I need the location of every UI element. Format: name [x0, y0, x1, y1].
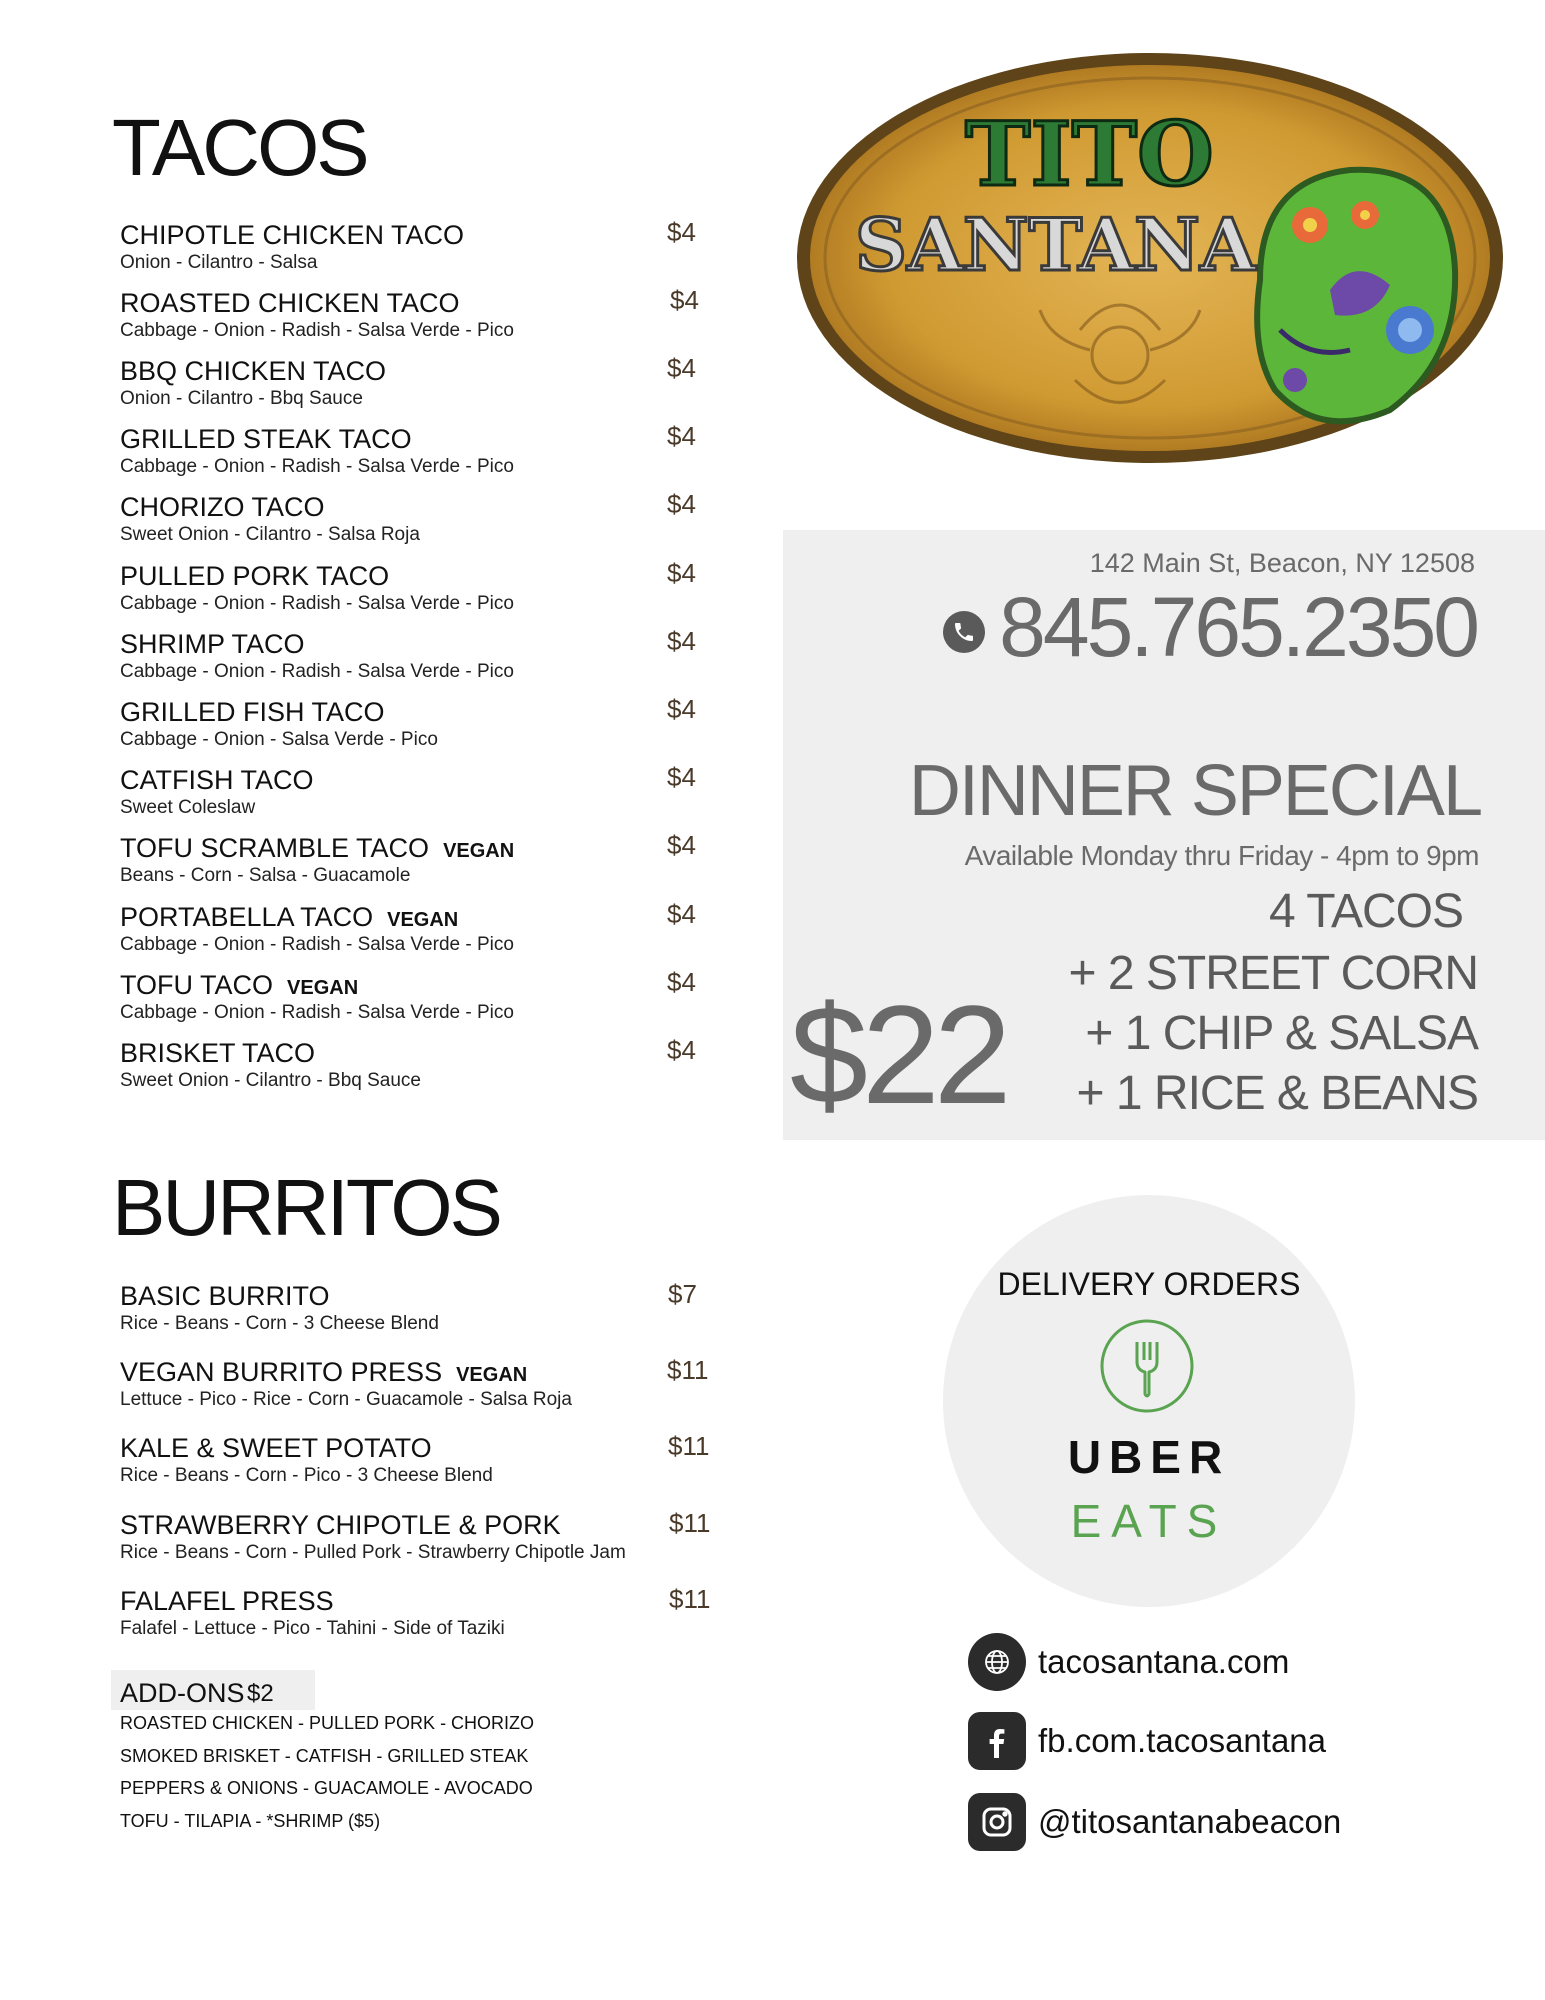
- website-text: tacosantana.com: [1038, 1643, 1290, 1680]
- vegan-badge: VEGAN: [287, 977, 359, 999]
- menu-item-description: Falafel - Lettuce - Pico - Tahini - Side of Taziki: [120, 1618, 505, 1639]
- menu-item: [120, 563, 700, 613]
- menu-item-name: [120, 767, 700, 794]
- menu-item-price: $4: [667, 899, 696, 929]
- menu-item-price: $4: [667, 626, 696, 656]
- fork-icon: [1099, 1318, 1195, 1414]
- dinner-special-availability: Available Monday thru Friday - 4pm to 9pm: [964, 840, 1479, 871]
- menu-item-name-text: GRILLED STEAK TACO: [120, 424, 412, 454]
- menu-item-price: $4: [670, 285, 699, 315]
- menu-item-price: $4: [667, 762, 696, 792]
- menu-item-name-text: VEGAN BURRITO PRESS: [120, 1357, 443, 1387]
- menu-item-price: $4: [667, 489, 696, 519]
- menu-item: [120, 767, 700, 817]
- menu-item-name: [120, 1040, 700, 1067]
- phone-icon: [943, 611, 985, 653]
- menu-item: [120, 835, 700, 885]
- menu-item-name-text: PULLED PORK TACO: [120, 561, 390, 591]
- menu-item-name: [120, 290, 700, 317]
- menu-item: [120, 1359, 700, 1409]
- burritos-heading: BURRITOS: [112, 1163, 500, 1252]
- menu-item-name: [120, 1435, 700, 1462]
- special-line: + 1 CHIP & SALSA: [1085, 1007, 1478, 1060]
- menu-item-name-text: GRILLED FISH TACO: [120, 697, 385, 727]
- menu-item-description: Cabbage - Onion - Salsa Verde - Pico: [120, 729, 438, 750]
- menu-item-price: $4: [667, 421, 696, 451]
- menu-item-name: [120, 972, 700, 999]
- logo-line1: TITO: [965, 102, 1214, 206]
- menu-item-name-text: FALAFEL PRESS: [120, 1586, 334, 1616]
- menu-item-name: [120, 1512, 700, 1539]
- menu-item: [120, 222, 700, 272]
- menu-item: [120, 358, 700, 408]
- menu-item-price: $7: [668, 1279, 697, 1309]
- facebook-text: fb.com.tacosantana: [1038, 1722, 1327, 1759]
- menu-item-description: Rice - Beans - Corn - Pico - 3 Cheese Blend: [120, 1465, 493, 1486]
- special-line: + 1 RICE & BEANS: [1076, 1067, 1478, 1120]
- instagram-icon: [968, 1793, 1026, 1851]
- menu-item: [120, 494, 700, 544]
- addons-line: SMOKED BRISKET - CATFISH - GRILLED STEAK: [120, 1746, 529, 1766]
- menu-item-price: $4: [667, 217, 696, 247]
- menu-item-name-text: STRAWBERRY CHIPOTLE & PORK: [120, 1510, 561, 1540]
- menu-item-price: $4: [667, 967, 696, 997]
- menu-item-name-text: PORTABELLA TACO: [120, 902, 374, 932]
- menu-item-price: $11: [669, 1508, 711, 1538]
- logo-line2: SANTANA: [855, 202, 1256, 287]
- menu-item-name-text: BBQ CHICKEN TACO: [120, 356, 387, 386]
- addons-line: ROASTED CHICKEN - PULLED PORK - CHORIZO: [120, 1713, 535, 1733]
- menu-item-name-text: CHIPOTLE CHICKEN TACO: [120, 220, 465, 250]
- menu-item: [120, 699, 700, 749]
- menu-item-name: [120, 699, 700, 726]
- uber-eats-brand-line2[interactable]: EATS: [1070, 1495, 1228, 1547]
- tacos-heading: TACOS: [112, 103, 367, 192]
- dinner-special-title: DINNER SPECIAL: [908, 751, 1481, 831]
- menu-item-description: Lettuce - Pico - Rice - Corn - Guacamole - Salsa Roja: [120, 1389, 572, 1410]
- menu-item: [120, 290, 700, 340]
- menu-item-price: $11: [667, 1355, 709, 1385]
- menu-item: [120, 426, 700, 476]
- addons-label: ADD-ONS: [120, 1678, 245, 1708]
- menu-item-price: $11: [669, 1584, 711, 1614]
- menu-item-name: [120, 904, 700, 931]
- special-line: 4 TACOS: [1269, 885, 1463, 938]
- menu-item: [120, 1279, 700, 1334]
- menu-item-description: Rice - Beans - Corn - 3 Cheese Blend: [120, 1313, 439, 1334]
- instagram-link[interactable]: [968, 1793, 1341, 1851]
- menu-item: [120, 1435, 700, 1485]
- menu-item-description: Cabbage - Onion - Radish - Salsa Verde - Pico: [120, 1002, 514, 1023]
- menu-item: [120, 1588, 700, 1638]
- menu-item-price: $4: [667, 558, 696, 588]
- address: 142 Main St, Beacon, NY 12508: [1089, 548, 1475, 578]
- menu-item-description: Cabbage - Onion - Radish - Salsa Verde - Pico: [120, 934, 514, 955]
- menu-item-description: Sweet Coleslaw: [120, 797, 256, 818]
- menu-item-name: [120, 358, 700, 385]
- menu-item-price: $4: [667, 353, 696, 383]
- facebook-icon: [968, 1712, 1026, 1770]
- dinner-special-price: $22: [790, 976, 1006, 1133]
- addons-label-box: [111, 1670, 315, 1710]
- menu-item-name: [120, 835, 700, 862]
- menu-item-description: Sweet Onion - Cilantro - Bbq Sauce: [120, 1070, 421, 1091]
- menu-item-price: $4: [667, 1035, 696, 1065]
- menu-item: [120, 1512, 700, 1562]
- menu-item-name: [120, 631, 700, 658]
- menu-item-name-text: TOFU TACO: [120, 970, 274, 1000]
- vegan-badge: VEGAN: [443, 840, 515, 862]
- menu-item-description: Cabbage - Onion - Radish - Salsa Verde - Pico: [120, 593, 514, 614]
- menu-item-name: [120, 494, 700, 521]
- menu-item-name: [120, 426, 700, 453]
- delivery-heading: DELIVERY ORDERS: [997, 1266, 1301, 1302]
- menu-item-description: Cabbage - Onion - Radish - Salsa Verde - Pico: [120, 661, 514, 682]
- menu-item-name: [120, 1359, 700, 1386]
- phone-number[interactable]: 845.765.2350: [999, 580, 1477, 674]
- menu-item-price: $4: [667, 694, 696, 724]
- menu-item-name: [120, 1279, 700, 1311]
- menu-item-name-text: KALE & SWEET POTATO: [120, 1433, 432, 1463]
- vegan-badge: VEGAN: [456, 1364, 528, 1386]
- menu-item: [120, 1040, 700, 1090]
- menu-item-name-text: BRISKET TACO: [120, 1038, 316, 1068]
- menu-item-description: Beans - Corn - Salsa - Guacamole: [120, 865, 411, 886]
- menu-item-description: Onion - Cilantro - Salsa: [120, 252, 318, 273]
- website-link[interactable]: [968, 1633, 1289, 1691]
- menu-item: [120, 904, 700, 954]
- uber-eats-brand-line1[interactable]: UBER: [1067, 1431, 1231, 1483]
- menu-item-price: $4: [667, 830, 696, 860]
- menu-item: [120, 631, 700, 681]
- menu-item-name: [120, 222, 700, 249]
- menu-item-description: Cabbage - Onion - Radish - Salsa Verde - Pico: [120, 320, 514, 341]
- menu-item-name-text: TOFU SCRAMBLE TACO: [120, 833, 430, 863]
- menu-item-price: $11: [668, 1431, 710, 1461]
- menu-item-description: Rice - Beans - Corn - Pulled Pork - Strawberry Chipotle Jam: [120, 1542, 626, 1563]
- addons-line: PEPPERS & ONIONS - GUACAMOLE - AVOCADO: [120, 1778, 533, 1798]
- menu-item-name: [120, 1588, 700, 1615]
- menu-item-description: Cabbage - Onion - Radish - Salsa Verde - Pico: [120, 456, 514, 477]
- addons-price: $2: [247, 1680, 274, 1707]
- addons-line: TOFU - TILAPIA - *SHRIMP ($5): [120, 1811, 381, 1831]
- menu-item-name-text: BASIC BURRITO: [120, 1281, 330, 1311]
- vegan-badge: VEGAN: [387, 909, 459, 931]
- facebook-link[interactable]: [968, 1712, 1326, 1770]
- menu-item-name-text: ROASTED CHICKEN TACO: [120, 288, 460, 318]
- special-line: + 2 STREET CORN: [1068, 947, 1478, 1000]
- menu-item-name: [120, 563, 700, 590]
- menu-item-name-text: CHORIZO TACO: [120, 492, 325, 522]
- instagram-text: @titosantanabeacon: [1038, 1803, 1342, 1840]
- menu-item-name-text: CATFISH TACO: [120, 765, 314, 795]
- menu-item: [120, 972, 700, 1022]
- menu-item-description: Onion - Cilantro - Bbq Sauce: [120, 388, 363, 409]
- menu-item-name-text: SHRIMP TACO: [120, 629, 305, 659]
- menu-item-description: Sweet Onion - Cilantro - Salsa Roja: [120, 524, 420, 545]
- tito-santana-logo: [790, 30, 1510, 480]
- globe-icon: [968, 1633, 1026, 1691]
